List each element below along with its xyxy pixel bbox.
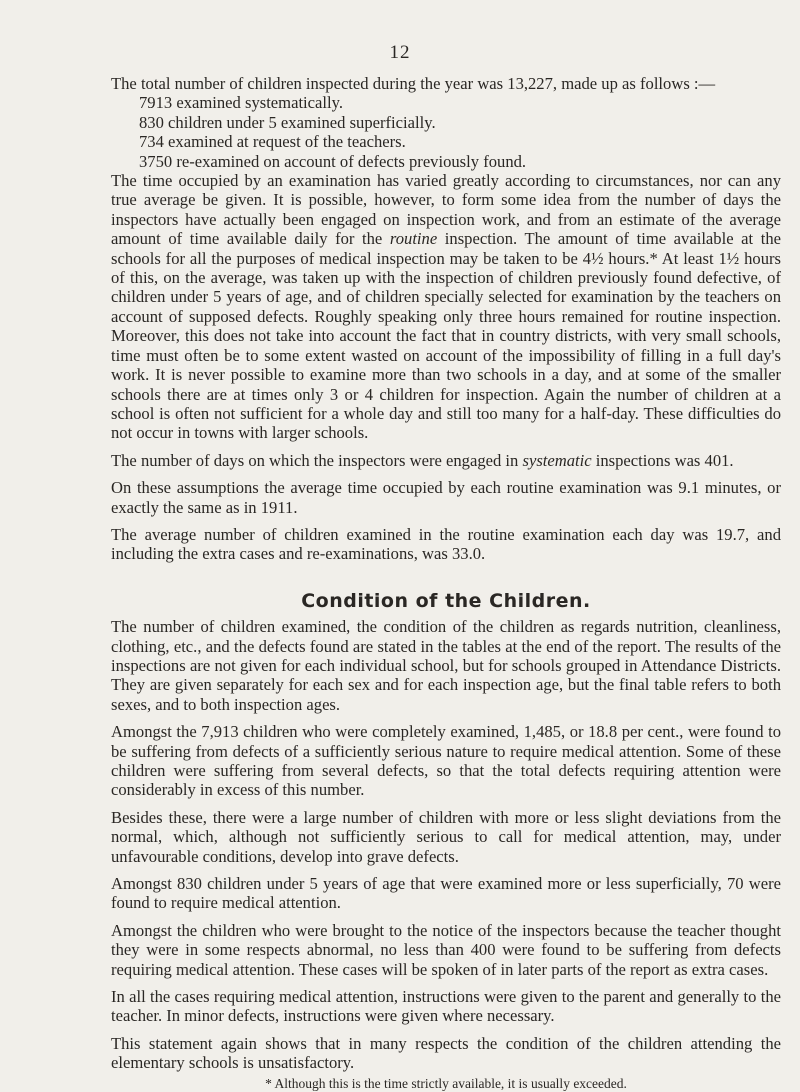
list-item: 3750 re-examined on account of defects previously found. bbox=[139, 151, 527, 171]
text-run: The time occupied by an examination has varied greatly according to circumstances, nor can any true average be given. It is possible, however, to form some idea from the number of days the inspectors have actually been engaged on inspection work, and from an estimate of the average amount of time available daily for the bbox=[111, 171, 781, 249]
paragraph: Besides these, there were a large number of children with more or less slight deviations from the normal, which, although not sufficiently serious to call for medical attention, may, under unfavourable conditions, develop into grave defects. bbox=[111, 807, 781, 866]
page-number: 12 bbox=[389, 42, 411, 63]
text-run: inspections was 401. bbox=[591, 450, 734, 470]
inspection-breakdown-list bbox=[139, 93, 781, 171]
paragraph: In all the cases requiring medical attention, instructions were given to the parent and generally to the teacher. In minor defects, instructions were given where necessary. bbox=[111, 987, 781, 1026]
intro-paragraph: The total number of children inspected during the year was 13,227, made up as follows :— bbox=[111, 74, 716, 93]
emphasis-systematic: systematic bbox=[522, 450, 592, 470]
document-body bbox=[111, 74, 781, 1092]
average-number-paragraph: The average number of children examined in the routine examination each day was 19.7, and including the extra cases and re-examinations, was 33.0. bbox=[111, 524, 781, 564]
footnote: * Although this is the time strictly available, it is usually exceeded. bbox=[265, 1075, 627, 1091]
paragraph: Amongst the children who were brought to the notice of the inspectors because the teacher thought they were in some respects abnormal, no less than 400 were found to be suffering from defects requiring medical attention. These cases will be spoken of in later parts of the report as extra cases. bbox=[111, 920, 781, 979]
average-time-paragraph: On these assumptions the average time occupied by each routine examination was 9.1 minutes, or exactly the same as in 1911. bbox=[111, 478, 781, 517]
time-occupied-paragraph bbox=[111, 171, 781, 443]
paragraph: This statement again shows that in many respects the condition of the children attending the elementary schools is unsatisfactory. bbox=[111, 1033, 781, 1073]
paragraph: Amongst 830 children under 5 years of age that were examined more or less superficially, 70 were found to require medical attention. bbox=[111, 874, 781, 913]
list-item: 830 children under 5 examined superficially. bbox=[139, 112, 436, 132]
paragraph: The number of children examined, the condition of the children as regards nutrition, cleanliness, clothing, etc., and the defects found are stated in the tables at the end of the report. The results of the inspections are not given for each individual school, but for schools grouped in Attendance Districts. They are given separately for each sex and for each inspection age, but the final table refers to both sexes, and to both inspection ages. bbox=[111, 617, 781, 714]
emphasis-routine: routine bbox=[389, 229, 438, 249]
text-run: The number of days on which the inspectors were engaged in bbox=[111, 450, 523, 470]
text-run: inspection. The amount of time available at the schools for all the purposes of medical inspection may be taken to be 4½ hours.* At least 1½ hours of this, on the average, was taken up with the inspection of children previously found defective, of children under 5 years of age, and of children specially selected for examination by the teachers on account of supposed defects. Roughly speaking only three hours remained for routine inspection. Moreover, this does not take into account the fact that in country districts, with very small schools, time must often be to some extent wasted on account of the impossibility of filling in a full day's work. It is never possible to examine more than two schools in a day, and at some of the smaller schools there are at times only 3 or 4 children for inspection. Again the number of children at a school is often not sufficient for a whole day and still too many for a half-day. These difficulties do not occur in towns with larger schools. bbox=[111, 229, 781, 443]
list-item: 734 examined at request of the teachers. bbox=[139, 132, 406, 152]
paragraph: Amongst the 7,913 children who were completely examined, 1,485, or 18.8 per cent., were found to be suffering from defects of a sufficiently serious nature to require medical attention. Some of these children were suffering from several defects, so that the total defects requiring attention were considerably in excess of this number. bbox=[111, 722, 781, 800]
section-heading: Condition of the Children. bbox=[301, 589, 591, 612]
list-item: 7913 examined systematically. bbox=[139, 93, 343, 113]
days-engaged-paragraph bbox=[111, 451, 781, 470]
